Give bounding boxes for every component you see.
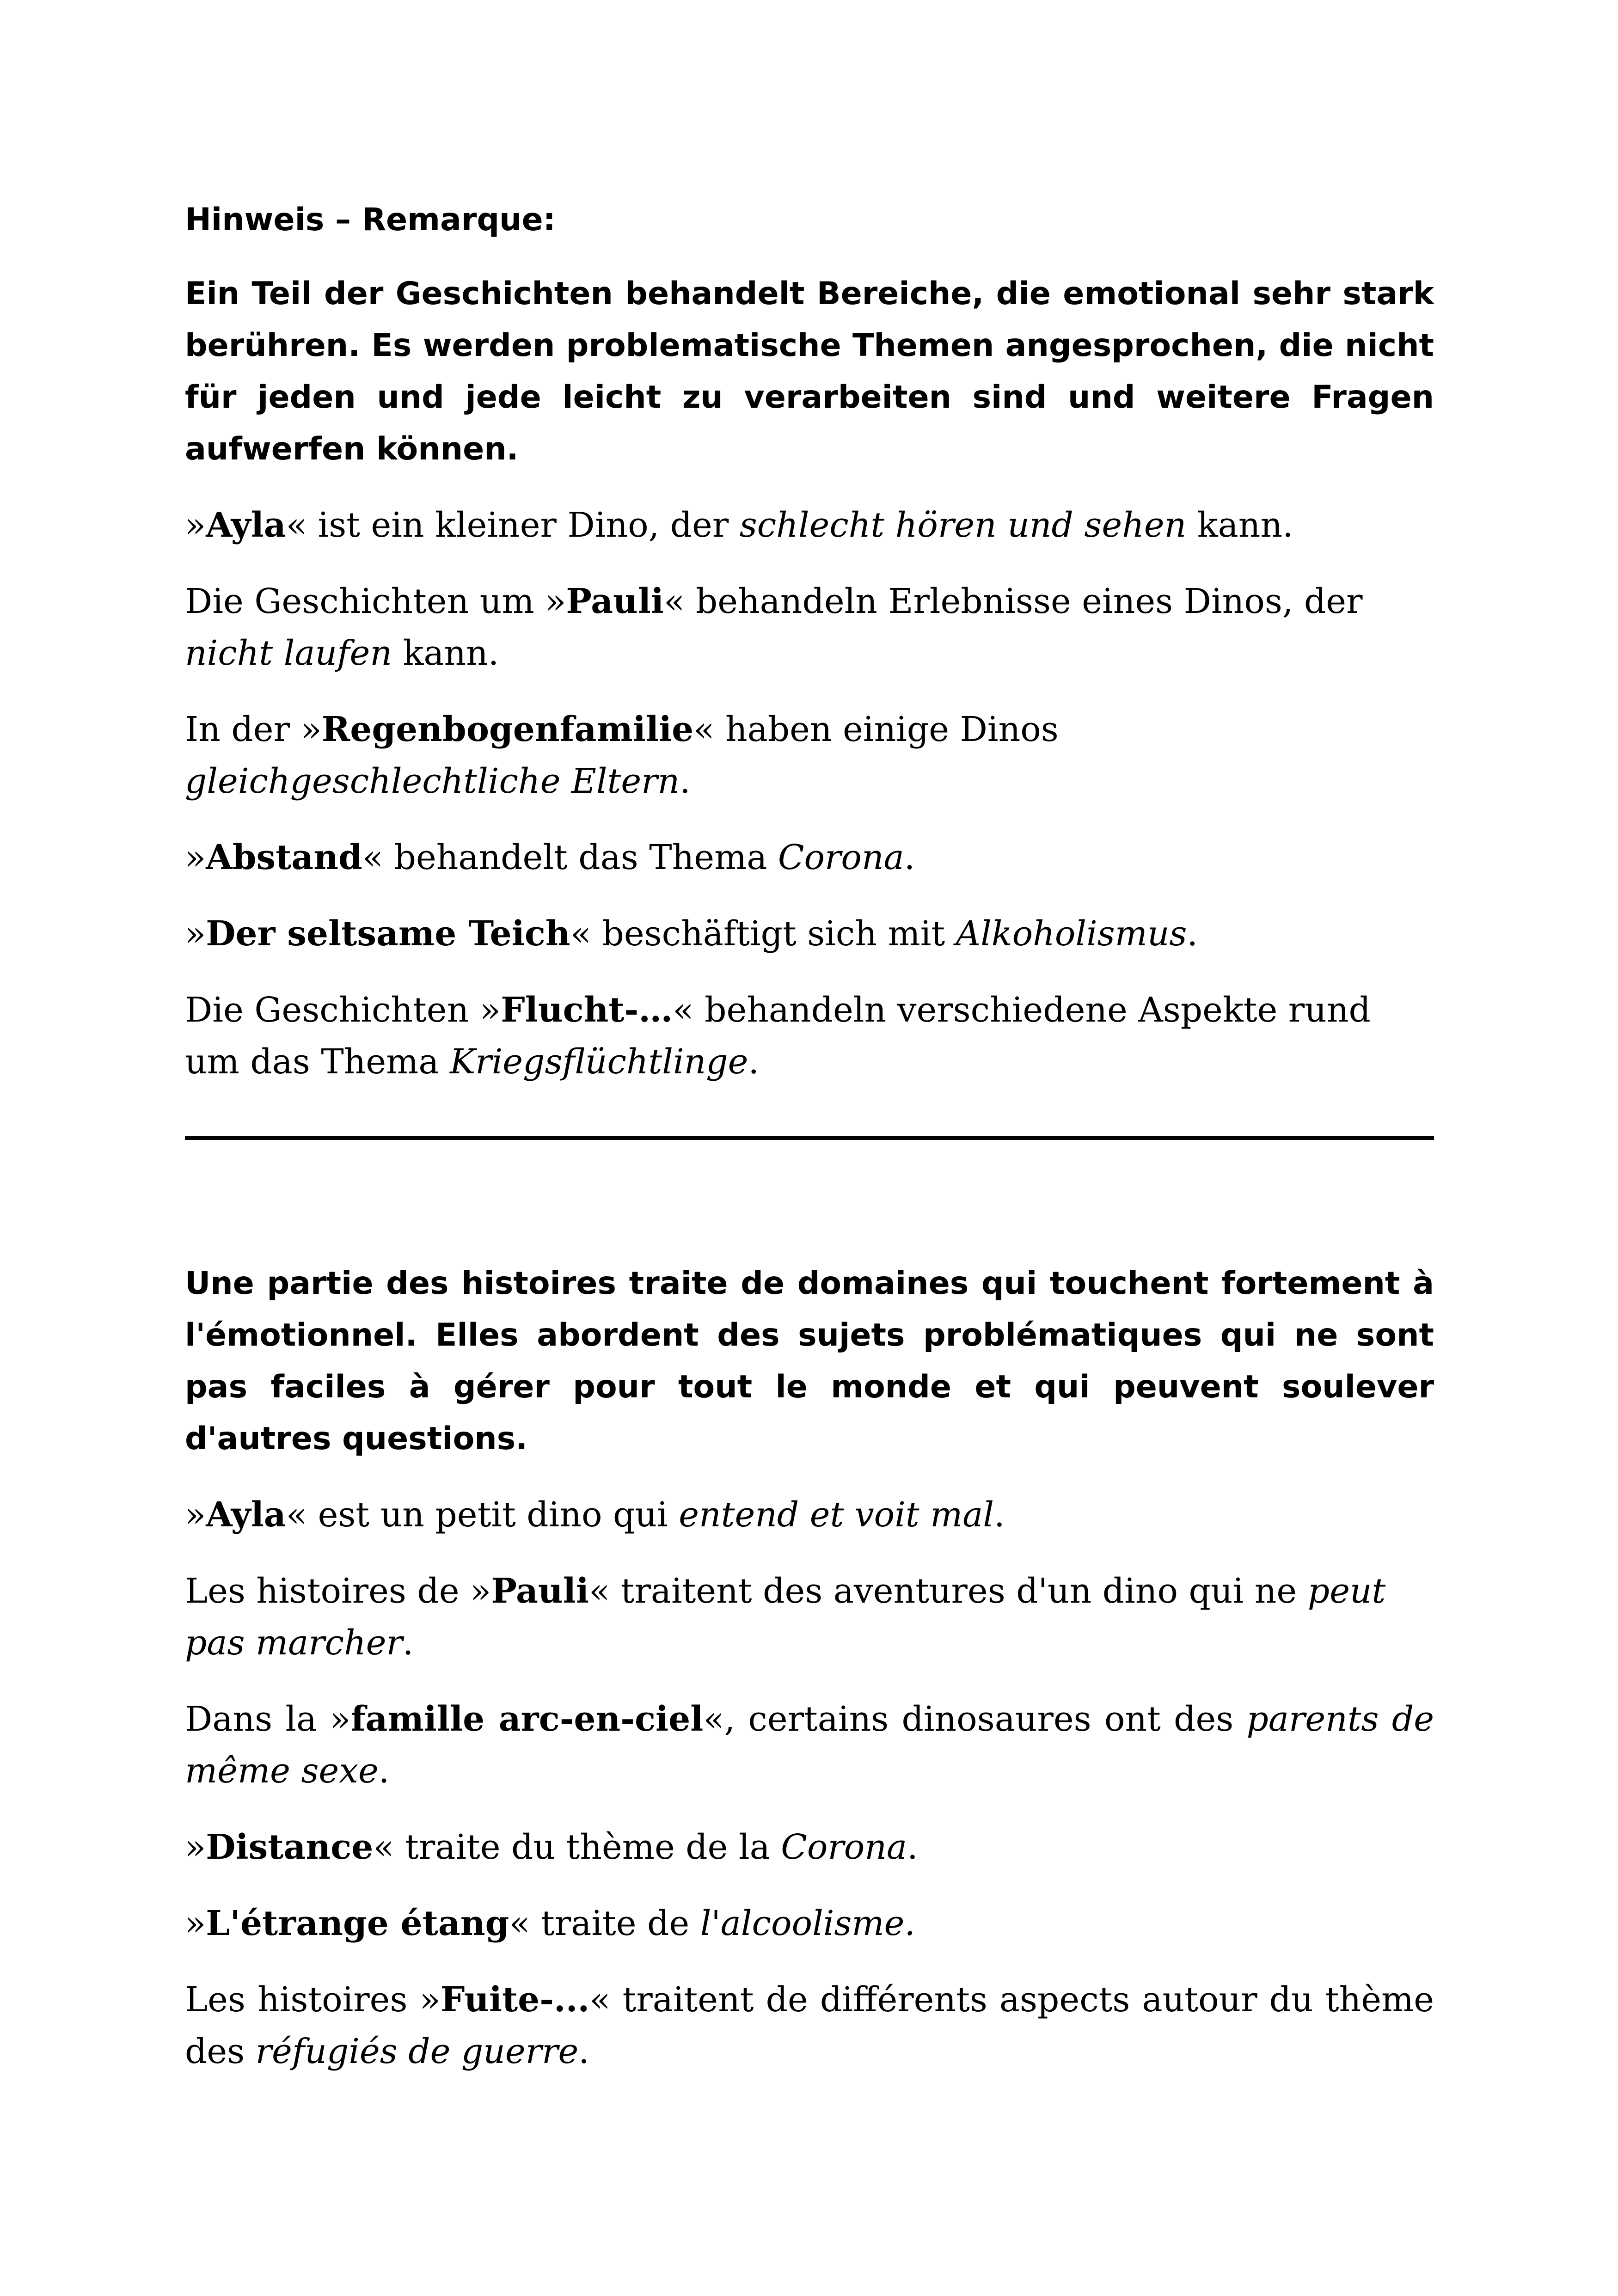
topic-emphasis: Alkoholismus [956,914,1187,954]
story-title-abstand: Abstand [206,838,362,877]
story-title-teich: Der seltsame Teich [206,914,570,954]
story-title-famille: famille arc-en-ciel [350,1699,704,1739]
topic-emphasis: Corona [778,838,904,877]
topic-emphasis: Kriegsflüchtlinge [449,1042,748,1082]
text-suffix: . [1187,914,1198,954]
text-middle: « traitent des aventures d'un dino qui ne [588,1571,1308,1611]
topic-emphasis: l'alcoolisme. [700,1904,915,1943]
german-section [185,194,1434,1088]
german-ayla-line [185,499,1434,551]
text-suffix: . [378,1751,390,1791]
text-prefix: In der » [185,710,322,749]
german-abstand-line [185,832,1434,883]
text-prefix: » [185,1904,206,1943]
german-regenbogenfamilie-line [185,704,1434,807]
german-pauli-line [185,576,1434,679]
text-suffix: kann. [1186,505,1293,545]
french-intro: Une partie des histoires traite de domaines qui touchent fortement à l'émotionnel. Elles abordent des sujets problématiques qui ne sont pas faciles à gérer pour tout le monde et qui peuvent soulever d'autres questions. [185,1265,1434,1457]
french-etang-line [185,1898,1434,1949]
text-middle: « traite du thème de la [373,1827,781,1867]
topic-emphasis: parents de même sexe [185,1699,1434,1791]
topic-emphasis: entend et voit mal [679,1495,994,1535]
text-prefix: » [185,505,206,545]
text-suffix: . [907,1827,918,1867]
text-middle: « beschäftigt sich mit [570,914,956,954]
text-middle: « haben einige Dinos [693,710,1059,749]
text-prefix: Les histoires de » [185,1571,491,1611]
text-prefix: » [185,1495,206,1535]
story-title-ayla: Ayla [206,1495,286,1535]
topic-emphasis: Corona [781,1827,907,1867]
text-prefix: Les histoires » [185,1980,441,2020]
text-suffix: . [748,1042,759,1082]
note-title: Hinweis – Remarque: [185,202,556,238]
topic-emphasis: gleichgeschlechtliche Eltern [185,761,680,801]
text-suffix: kann. [392,633,499,673]
text-prefix: Die Geschichten » [185,990,501,1030]
story-title-regenbogenfamilie: Regenbogenfamilie [321,710,694,749]
text-middle: « behandelt das Thema [362,838,778,877]
text-middle: « traitent de différents aspects autour du thème des [185,1980,1434,2071]
story-title-fuite: Fuite-... [440,1980,590,2020]
text-prefix: » [185,838,206,877]
text-prefix: Dans la » [185,1699,351,1739]
story-title-distance: Distance [206,1827,374,1867]
text-prefix: Die Geschichten um » [185,582,566,621]
french-pauli-line [185,1565,1434,1669]
topic-emphasis: peut pas marcher [185,1571,1386,1663]
text-suffix: . [402,1623,414,1663]
text-middle: « traite de [509,1904,700,1943]
french-fuite-line [185,1974,1434,2077]
text-middle: « est un petit dino qui [286,1495,679,1535]
text-suffix: . [578,2032,589,2071]
text-middle: «, certains dinosaures ont des [703,1699,1247,1739]
story-title-flucht: Flucht-… [501,990,673,1030]
document-page [185,194,1434,2102]
french-famille-line [185,1693,1434,1797]
story-title-etang: L'étrange étang [206,1904,509,1943]
text-suffix: . [994,1495,1005,1535]
story-title-ayla: Ayla [206,505,286,545]
story-title-pauli: Pauli [491,1571,589,1611]
text-middle: « behandeln verschiedene Aspekte rund um das Thema [185,990,1371,1082]
text-middle: « ist ein kleiner Dino, der [286,505,740,545]
german-teich-line [185,908,1434,960]
text-prefix: » [185,1827,206,1867]
german-flucht-line [185,984,1434,1088]
german-intro: Ein Teil der Geschichten behandelt Bereiche, die emotional sehr stark berühren. Es werden problematische Themen angesprochen, die nicht für jeden und jede leicht zu verarbeiten sind und weitere Fragen aufwerfen können. [185,276,1434,467]
topic-emphasis: réfugiés de guerre [255,2032,579,2071]
section-divider [185,1136,1434,1140]
topic-emphasis: nicht laufen [185,633,392,673]
french-distance-line [185,1821,1434,1873]
french-ayla-line [185,1489,1434,1541]
text-middle: « behandeln Erlebnisse eines Dinos, der [664,582,1363,621]
text-suffix: . [904,838,915,877]
text-suffix: . [680,761,691,801]
french-section [185,1258,1434,2077]
text-prefix: » [185,914,206,954]
topic-emphasis: schlecht hören und sehen [739,505,1187,545]
story-title-pauli: Pauli [566,582,664,621]
